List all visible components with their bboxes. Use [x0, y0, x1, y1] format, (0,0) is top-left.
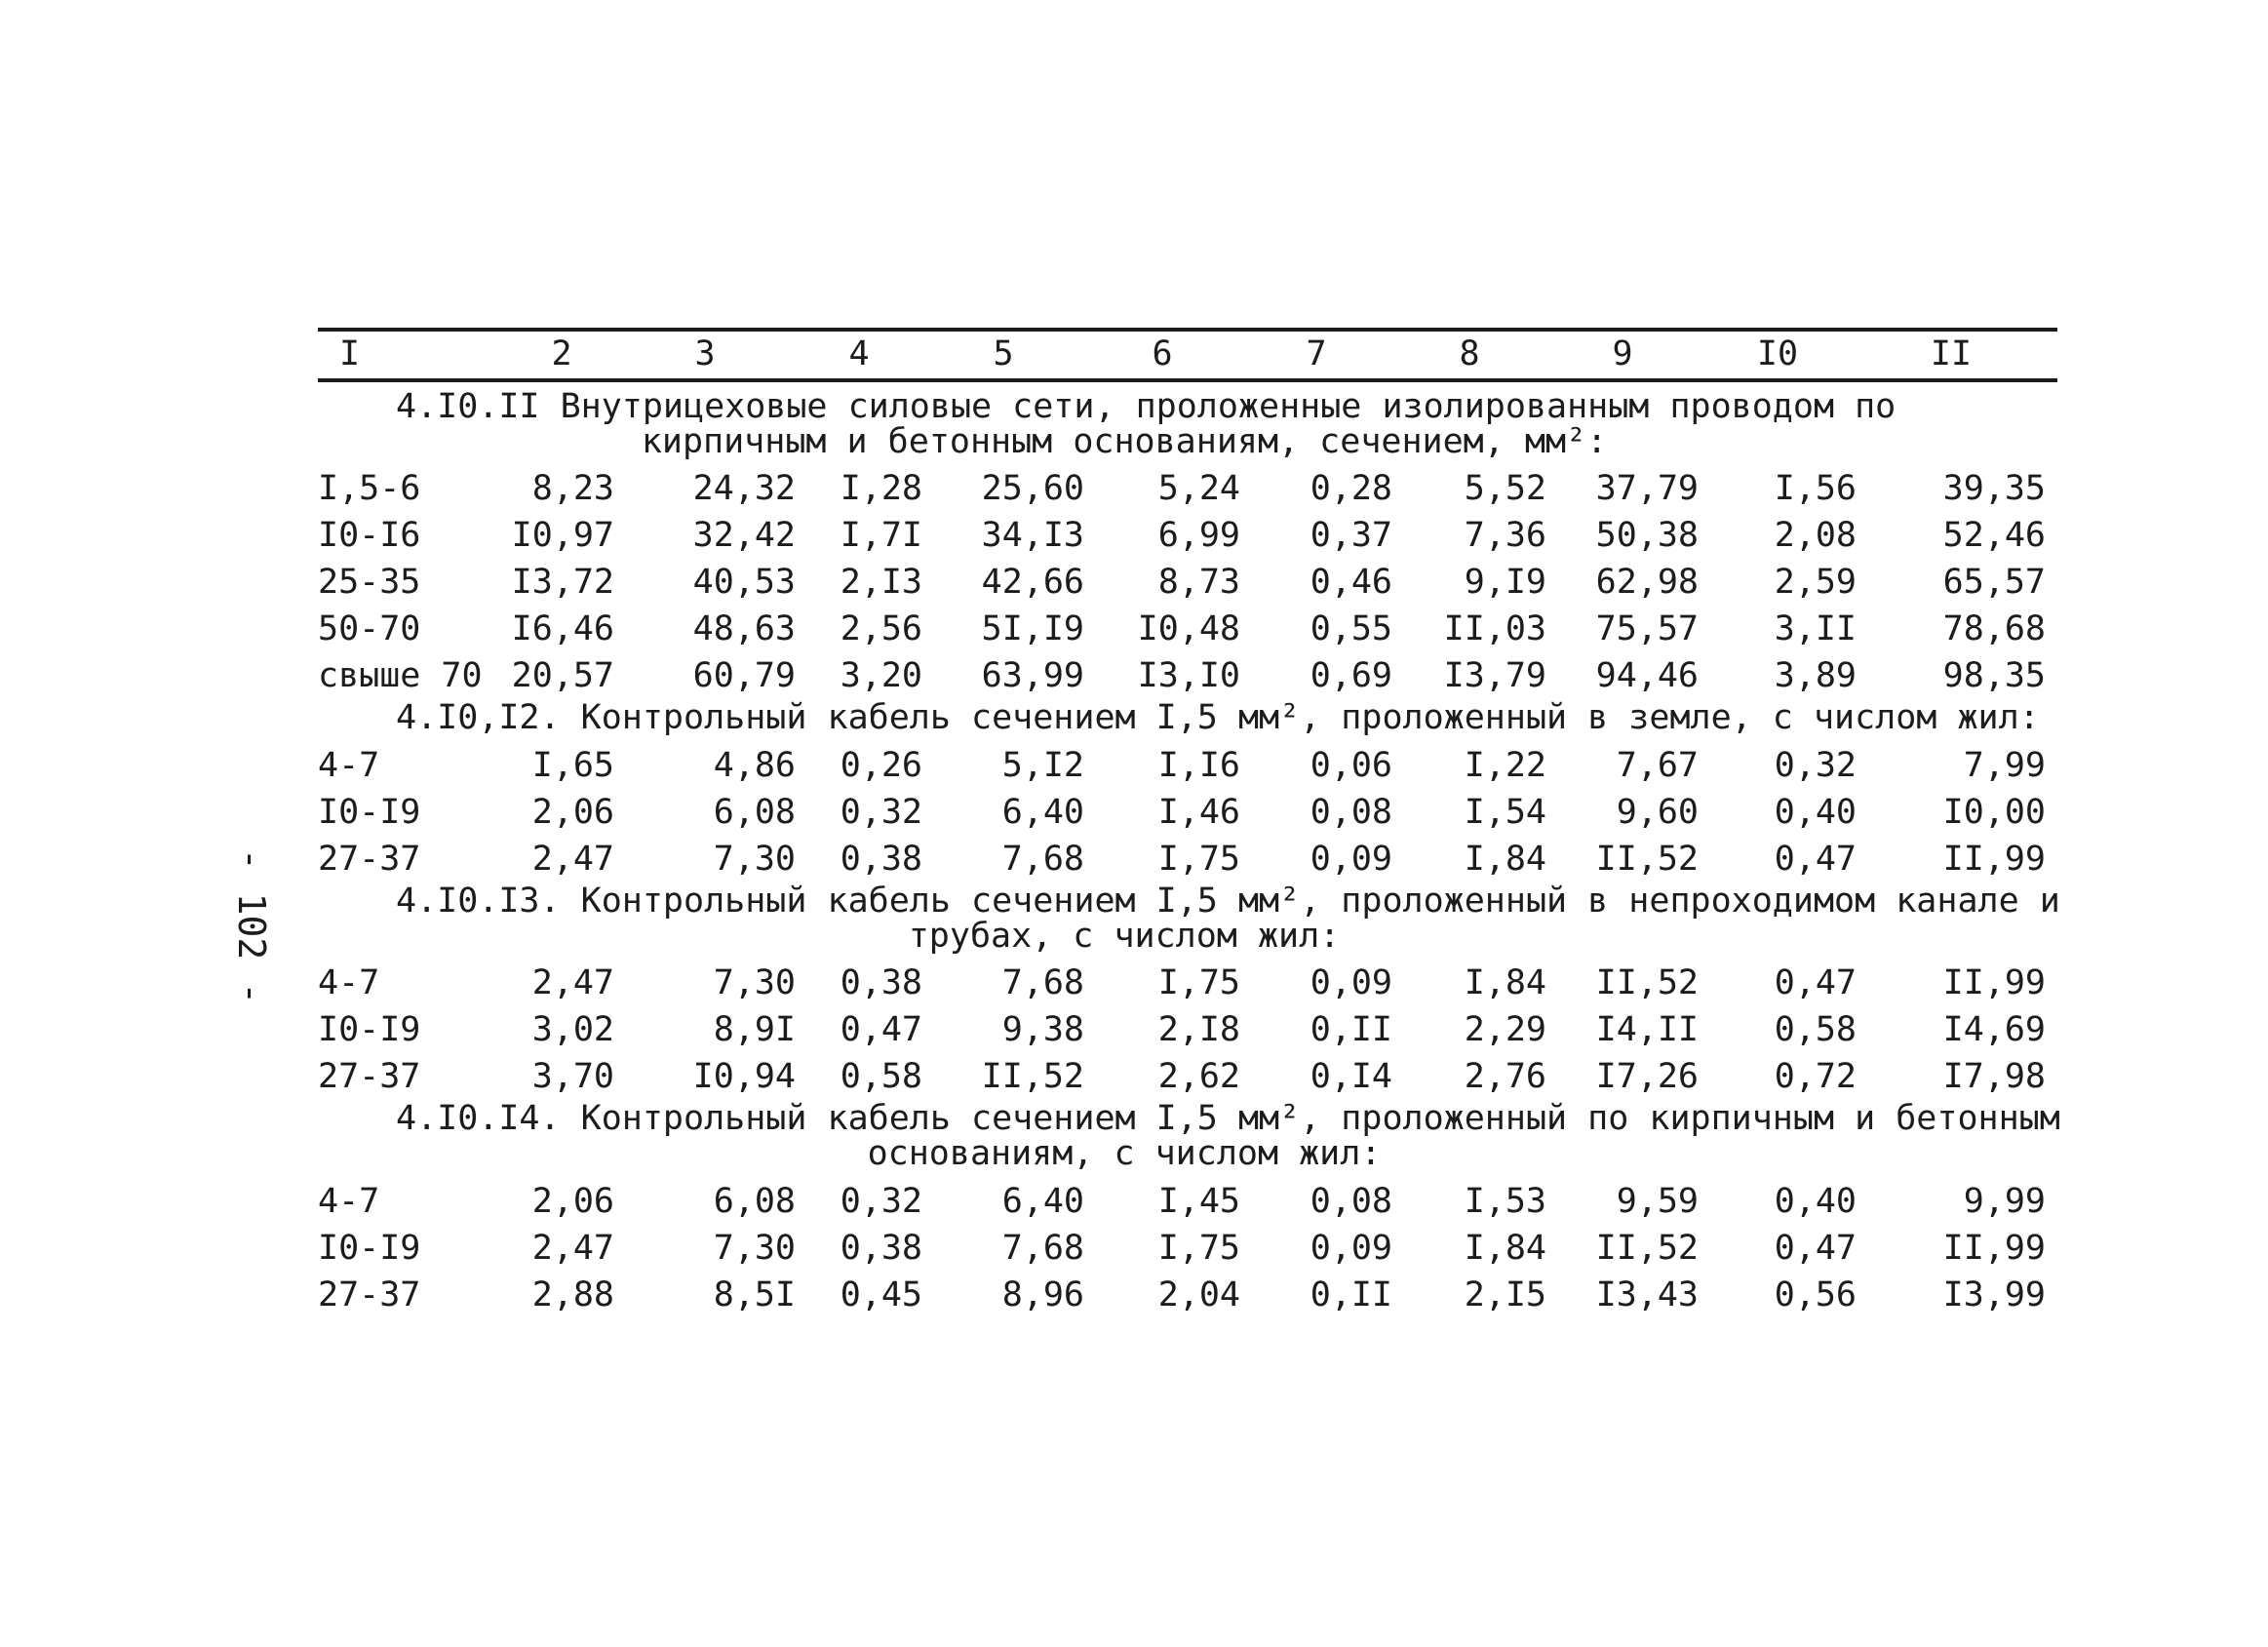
- value-cell: 9,I9: [1464, 563, 1546, 603]
- value-cell: I,75: [1157, 840, 1240, 880]
- value-cell: I,I6: [1157, 746, 1240, 786]
- value-cell: I0,94: [692, 1057, 796, 1097]
- value-cell: 0,32: [840, 793, 922, 833]
- value-cell: 37,79: [1595, 469, 1699, 509]
- value-cell: 2,06: [531, 1181, 614, 1221]
- value-cell: 2,59: [1774, 563, 1857, 603]
- value-cell: 0,09: [1310, 840, 1392, 880]
- column-header: 2: [551, 333, 572, 373]
- column-header: 7: [1306, 333, 1327, 373]
- value-cell: 2,I5: [1464, 1274, 1546, 1314]
- value-cell: I,75: [1157, 1228, 1240, 1268]
- value-cell: 39,35: [1942, 469, 2046, 509]
- value-cell: 2,06: [531, 793, 614, 833]
- value-cell: 78,68: [1942, 609, 2046, 649]
- page-number: - 102 -: [230, 847, 273, 1005]
- value-cell: 0,09: [1310, 1228, 1392, 1268]
- table-row: [318, 830, 2057, 880]
- table-row: [318, 783, 2057, 833]
- value-cell: 0,II: [1310, 1010, 1392, 1050]
- value-cell: II,52: [1595, 1228, 1699, 1268]
- value-cell: 0,32: [1774, 746, 1857, 786]
- value-cell: 8,73: [1157, 563, 1240, 603]
- value-cell: 8,23: [531, 469, 614, 509]
- value-cell: 5,24: [1157, 469, 1240, 509]
- value-cell: II,52: [1595, 840, 1699, 880]
- table-row: [318, 736, 2057, 786]
- value-cell: 0,69: [1310, 656, 1392, 696]
- value-cell: I,28: [840, 469, 922, 509]
- column-header: 9: [1612, 333, 1633, 373]
- value-cell: 9,60: [1616, 793, 1699, 833]
- value-cell: 0,26: [840, 746, 922, 786]
- row-label-cell: I0-I6: [318, 516, 421, 556]
- value-cell: 75,57: [1595, 609, 1699, 649]
- table-row: [318, 1047, 2057, 1097]
- value-cell: 0,58: [840, 1057, 922, 1097]
- table-row: [318, 506, 2057, 556]
- table-row: [318, 1266, 2057, 1313]
- value-cell: 0,40: [1774, 1181, 1857, 1221]
- value-cell: I0,97: [511, 516, 614, 556]
- table-row: [318, 647, 2057, 696]
- value-cell: 7,30: [713, 1228, 796, 1268]
- column-header: II: [1930, 333, 1973, 373]
- value-cell: 52,46: [1942, 516, 2046, 556]
- section-title-line: основаниям, с числом жил:: [867, 1134, 1382, 1174]
- value-cell: I,84: [1464, 840, 1546, 880]
- value-cell: 98,35: [1942, 656, 2046, 696]
- value-cell: 0,47: [1774, 1228, 1857, 1268]
- value-cell: 2,47: [531, 840, 614, 880]
- value-cell: 3,20: [840, 656, 922, 696]
- value-cell: II,99: [1942, 1228, 2046, 1268]
- value-cell: II,99: [1942, 840, 2046, 880]
- value-cell: 7,67: [1616, 746, 1699, 786]
- value-cell: 0,06: [1310, 746, 1392, 786]
- value-cell: 7,68: [1001, 963, 1084, 1003]
- value-cell: I,75: [1157, 963, 1240, 1003]
- table-row: [318, 553, 2057, 603]
- table-row: [318, 1000, 2057, 1050]
- value-cell: 2,76: [1464, 1057, 1546, 1097]
- value-cell: 20,57: [511, 656, 614, 696]
- column-header: I0: [1756, 333, 1799, 373]
- value-cell: 0,47: [1774, 963, 1857, 1003]
- value-cell: 0,38: [840, 1228, 922, 1268]
- section-title-line: 4.I0.II Внутрицеховые силовые сети, проложенные изолированным проводом по: [396, 387, 1897, 426]
- value-cell: 3,II: [1774, 609, 1857, 649]
- row-label-cell: 27-37: [318, 1274, 421, 1314]
- value-cell: I3,99: [1942, 1274, 2046, 1314]
- row-label-cell: I0-I9: [318, 1010, 421, 1050]
- value-cell: 0,I4: [1310, 1057, 1392, 1097]
- section-title: [318, 693, 2057, 736]
- row-label-cell: 4-7: [318, 963, 380, 1003]
- column-header: 5: [993, 333, 1014, 373]
- value-cell: 0,38: [840, 840, 922, 880]
- value-cell: 4,86: [713, 746, 796, 786]
- value-cell: 0,47: [1774, 840, 1857, 880]
- value-cell: 94,46: [1595, 656, 1699, 696]
- value-cell: 0,58: [1774, 1010, 1857, 1050]
- value-cell: I3,I0: [1137, 656, 1240, 696]
- value-cell: 3,02: [531, 1010, 614, 1050]
- value-cell: 2,I8: [1157, 1010, 1240, 1050]
- rate-table: [318, 328, 2060, 1314]
- value-cell: 0,47: [840, 1010, 922, 1050]
- value-cell: 0,72: [1774, 1057, 1857, 1097]
- value-cell: 7,68: [1001, 840, 1084, 880]
- value-cell: II,99: [1942, 963, 2046, 1003]
- value-cell: 0,40: [1774, 793, 1857, 833]
- value-cell: I,46: [1157, 793, 1240, 833]
- value-cell: 40,53: [692, 563, 796, 603]
- value-cell: 9,59: [1616, 1181, 1699, 1221]
- table-row: [318, 1172, 2057, 1219]
- value-cell: 65,57: [1942, 563, 2046, 603]
- value-cell: 6,99: [1157, 516, 1240, 556]
- value-cell: 6,08: [713, 1181, 796, 1221]
- column-header: 4: [848, 333, 870, 373]
- value-cell: 0,08: [1310, 1181, 1392, 1221]
- value-cell: 0,38: [840, 963, 922, 1003]
- value-cell: 2,56: [840, 609, 922, 649]
- value-cell: 0,37: [1310, 516, 1392, 556]
- value-cell: 7,30: [713, 840, 796, 880]
- value-cell: II,03: [1443, 609, 1546, 649]
- column-header: 3: [694, 333, 716, 373]
- table-row: [318, 459, 2057, 509]
- value-cell: I0,00: [1942, 793, 2046, 833]
- value-cell: 2,62: [1157, 1057, 1240, 1097]
- value-cell: I,84: [1464, 1228, 1546, 1268]
- value-cell: I4,69: [1942, 1010, 2046, 1050]
- value-cell: I7,26: [1595, 1057, 1699, 1097]
- value-cell: I,53: [1464, 1181, 1546, 1221]
- value-cell: I,65: [531, 746, 614, 786]
- value-cell: I,45: [1157, 1181, 1240, 1221]
- column-header: 6: [1152, 333, 1173, 373]
- value-cell: 34,I3: [981, 516, 1084, 556]
- column-header: 8: [1459, 333, 1480, 373]
- section-title-line: 4.I0.I4. Контрольный кабель сечением I,5 мм², проложенный по кирпичным и бетонным: [396, 1099, 2060, 1139]
- value-cell: 5,I2: [1001, 746, 1084, 786]
- table-body: [318, 382, 2060, 1314]
- value-cell: 0,45: [840, 1274, 922, 1314]
- row-label-cell: 50-70: [318, 609, 421, 649]
- value-cell: I3,79: [1443, 656, 1546, 696]
- value-cell: 9,99: [1963, 1181, 2046, 1221]
- value-cell: I,56: [1774, 469, 1857, 509]
- value-cell: 32,42: [692, 516, 796, 556]
- value-cell: 62,98: [1595, 563, 1699, 603]
- value-cell: I,84: [1464, 963, 1546, 1003]
- value-cell: I,22: [1464, 746, 1546, 786]
- row-label-cell: свыше 70: [318, 656, 483, 696]
- row-label-cell: 25-35: [318, 563, 421, 603]
- value-cell: 7,68: [1001, 1228, 1084, 1268]
- section-title-line: кирпичным и бетонным основаниям, сечением, мм²:: [641, 421, 1608, 461]
- value-cell: 8,5I: [713, 1274, 796, 1314]
- value-cell: 0,09: [1310, 963, 1392, 1003]
- value-cell: 0,32: [840, 1181, 922, 1221]
- value-cell: 3,70: [531, 1057, 614, 1097]
- row-label-cell: 27-37: [318, 840, 421, 880]
- value-cell: I0,48: [1137, 609, 1240, 649]
- value-cell: II,52: [1595, 963, 1699, 1003]
- row-label-cell: I0-I9: [318, 1228, 421, 1268]
- row-label-cell: 4-7: [318, 1181, 380, 1221]
- table-row: [318, 954, 2057, 1003]
- section-title-line: 4.I0.I3. Контрольный кабель сечением I,5 мм², проложенный в непроходимом канале и: [396, 882, 2060, 922]
- value-cell: 48,63: [692, 609, 796, 649]
- value-cell: 8,96: [1001, 1274, 1084, 1314]
- column-header-row: [318, 332, 2057, 376]
- value-cell: 0,46: [1310, 563, 1392, 603]
- table-row: [318, 600, 2057, 647]
- row-label-cell: I,5-6: [318, 469, 421, 509]
- value-cell: 6,40: [1001, 793, 1084, 833]
- value-cell: 0,28: [1310, 469, 1392, 509]
- value-cell: 8,9I: [713, 1010, 796, 1050]
- value-cell: 6,40: [1001, 1181, 1084, 1221]
- section-title: [318, 877, 2060, 956]
- column-header: I: [339, 333, 361, 373]
- value-cell: 2,47: [531, 1228, 614, 1268]
- value-cell: 5,52: [1464, 469, 1546, 509]
- value-cell: 7,30: [713, 963, 796, 1003]
- row-label-cell: I0-I9: [318, 793, 421, 833]
- value-cell: 6,08: [713, 793, 796, 833]
- value-cell: 25,60: [981, 469, 1084, 509]
- value-cell: I3,72: [511, 563, 614, 603]
- value-cell: 7,36: [1464, 516, 1546, 556]
- value-cell: 3,89: [1774, 656, 1857, 696]
- value-cell: 0,II: [1310, 1274, 1392, 1314]
- section-title-line: 4.I0,I2. Контрольный кабель сечением I,5 мм², проложенный в земле, с числом жил:: [396, 698, 2040, 738]
- value-cell: 60,79: [692, 656, 796, 696]
- value-cell: 5I,I9: [981, 609, 1084, 649]
- value-cell: 2,04: [1157, 1274, 1240, 1314]
- section-title: [318, 382, 2057, 459]
- value-cell: 50,38: [1595, 516, 1699, 556]
- row-label-cell: 4-7: [318, 746, 380, 786]
- value-cell: I3,43: [1595, 1274, 1699, 1314]
- value-cell: 2,47: [531, 963, 614, 1003]
- value-cell: 2,I3: [840, 563, 922, 603]
- value-cell: 24,32: [692, 469, 796, 509]
- value-cell: 2,08: [1774, 516, 1857, 556]
- value-cell: 42,66: [981, 563, 1084, 603]
- row-label-cell: 27-37: [318, 1057, 421, 1097]
- value-cell: 2,88: [531, 1274, 614, 1314]
- value-cell: 0,56: [1774, 1274, 1857, 1314]
- value-cell: I7,98: [1942, 1057, 2046, 1097]
- section-title-line: трубах, с числом жил:: [908, 916, 1341, 956]
- table-row: [318, 1219, 2057, 1266]
- value-cell: I4,II: [1595, 1010, 1699, 1050]
- value-cell: I,54: [1464, 793, 1546, 833]
- value-cell: I,7I: [840, 516, 922, 556]
- value-cell: 9,38: [1001, 1010, 1084, 1050]
- section-title: [318, 1094, 2060, 1174]
- value-cell: 63,99: [981, 656, 1084, 696]
- value-cell: 0,08: [1310, 793, 1392, 833]
- value-cell: 7,99: [1963, 746, 2046, 786]
- value-cell: II,52: [981, 1057, 1084, 1097]
- value-cell: 0,55: [1310, 609, 1392, 649]
- value-cell: I6,46: [511, 609, 614, 649]
- value-cell: 2,29: [1464, 1010, 1546, 1050]
